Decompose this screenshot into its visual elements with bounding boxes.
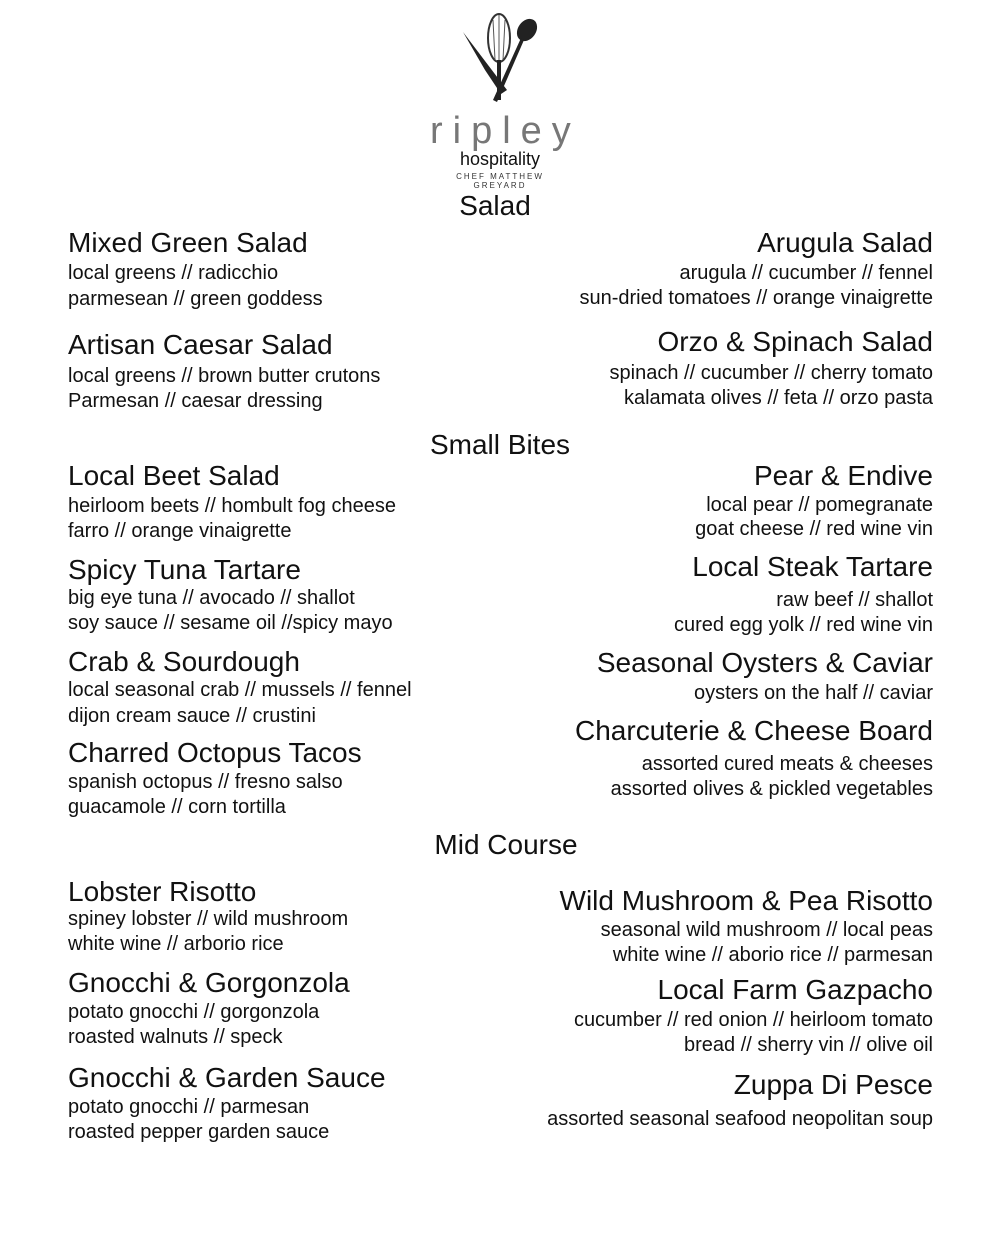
menu-item-description: spanish octopus // fresno salso xyxy=(68,771,343,793)
menu-item-description: heirloom beets // hombult fog cheese xyxy=(68,495,396,517)
menu-item-title: Wild Mushroom & Pea Risotto xyxy=(559,885,933,916)
menu-item-description: local greens // radicchio xyxy=(68,262,279,284)
menu-item-description: white wine // arborio rice xyxy=(68,933,284,955)
menu-item-description: goat cheese // red wine vin xyxy=(695,518,933,540)
menu-item-title: Gnocchi & Gorgonzola xyxy=(68,967,350,998)
menu-item-description: spiney lobster // wild mushroom xyxy=(68,908,349,930)
menu-item-title: Charcuterie & Cheese Board xyxy=(575,715,933,746)
menu-item-description: arugula // cucumber // fennel xyxy=(679,262,933,284)
whisk-knife-spoon-icon xyxy=(455,10,545,105)
menu-item-description: roasted walnuts // speck xyxy=(68,1026,283,1048)
menu-item-description: soy sauce // sesame oil //spicy mayo xyxy=(68,612,393,634)
menu-item-title: Gnocchi & Garden Sauce xyxy=(68,1062,386,1093)
menu-item-description: roasted pepper garden sauce xyxy=(68,1121,330,1143)
menu-item-description: oysters on the half // caviar xyxy=(693,682,933,704)
chef-name: CHEF MATTHEW GREYARD xyxy=(456,172,544,190)
section-heading: Small Bites xyxy=(429,429,571,460)
menu-item-title: Arugula Salad xyxy=(757,227,933,258)
ripley-hospitality-logo xyxy=(430,10,581,190)
menu-item-description: kalamata olives // feta // orzo pasta xyxy=(623,387,933,409)
menu-item-description: raw beef // shallot xyxy=(776,589,933,611)
menu-item-description: assorted seasonal seafood neopolitan soup xyxy=(547,1108,933,1130)
section-heading: Salad xyxy=(459,190,531,221)
menu-item-description: assorted cured meats & cheeses xyxy=(641,753,933,775)
menu-item-title: Local Farm Gazpacho xyxy=(657,974,933,1005)
menu-item-description: potato gnocchi // gorgonzola xyxy=(68,1001,320,1023)
menu-item-description: sun-dried tomatoes // orange vinaigrette xyxy=(579,287,933,309)
menu-item-description: local seasonal crab // mussels // fennel xyxy=(68,679,412,701)
menu-item-title: Zuppa Di Pesce xyxy=(733,1069,933,1100)
menu-item-title: Local Beet Salad xyxy=(68,460,280,491)
menu-item-description: bread // sherry vin // olive oil xyxy=(684,1034,933,1056)
menu-item-title: Lobster Risotto xyxy=(68,876,257,907)
menu-item-title: Mixed Green Salad xyxy=(68,227,308,258)
section-heading: Mid Course xyxy=(434,829,578,860)
menu-item-title: Crab & Sourdough xyxy=(68,646,300,677)
menu-item-title: Orzo & Spinach Salad xyxy=(657,326,933,357)
menu-item-description: local greens // brown butter crutons xyxy=(68,365,381,387)
menu-item-title: Spicy Tuna Tartare xyxy=(68,554,301,585)
brand-subtitle: hospitality xyxy=(459,149,541,169)
menu-item-title: Artisan Caesar Salad xyxy=(68,329,333,360)
brand-name: ripley xyxy=(430,110,581,152)
menu-item-description: dijon cream sauce // crustini xyxy=(68,705,316,727)
menu-item-description: spinach // cucumber // cherry tomato xyxy=(609,362,933,384)
menu-item-description: guacamole // corn tortilla xyxy=(68,796,286,818)
menu-item-description: Parmesan // caesar dressing xyxy=(68,390,323,412)
menu-item-description: cucumber // red onion // heirloom tomato xyxy=(573,1009,933,1031)
menu-item-description: assorted olives & pickled vegetables xyxy=(610,778,933,800)
menu-item-description: cured egg yolk // red wine vin xyxy=(673,614,933,636)
menu-item-description: seasonal wild mushroom // local peas xyxy=(600,919,933,941)
menu-item-description: local pear // pomegranate xyxy=(706,494,933,516)
menu-item-title: Seasonal Oysters & Caviar xyxy=(596,647,933,678)
menu-item-title: Pear & Endive xyxy=(754,460,933,491)
menu-item-description: big eye tuna // avocado // shallot xyxy=(68,587,355,609)
menu-item-description: farro // orange vinaigrette xyxy=(68,520,292,542)
menu-item-description: potato gnocchi // parmesan xyxy=(68,1096,310,1118)
menu-item-title: Local Steak Tartare xyxy=(692,551,933,582)
menu-item-description: parmesean // green goddess xyxy=(68,288,323,310)
menu-item-description: white wine // aborio rice // parmesan xyxy=(612,944,933,966)
menu-item-title: Charred Octopus Tacos xyxy=(68,737,362,768)
